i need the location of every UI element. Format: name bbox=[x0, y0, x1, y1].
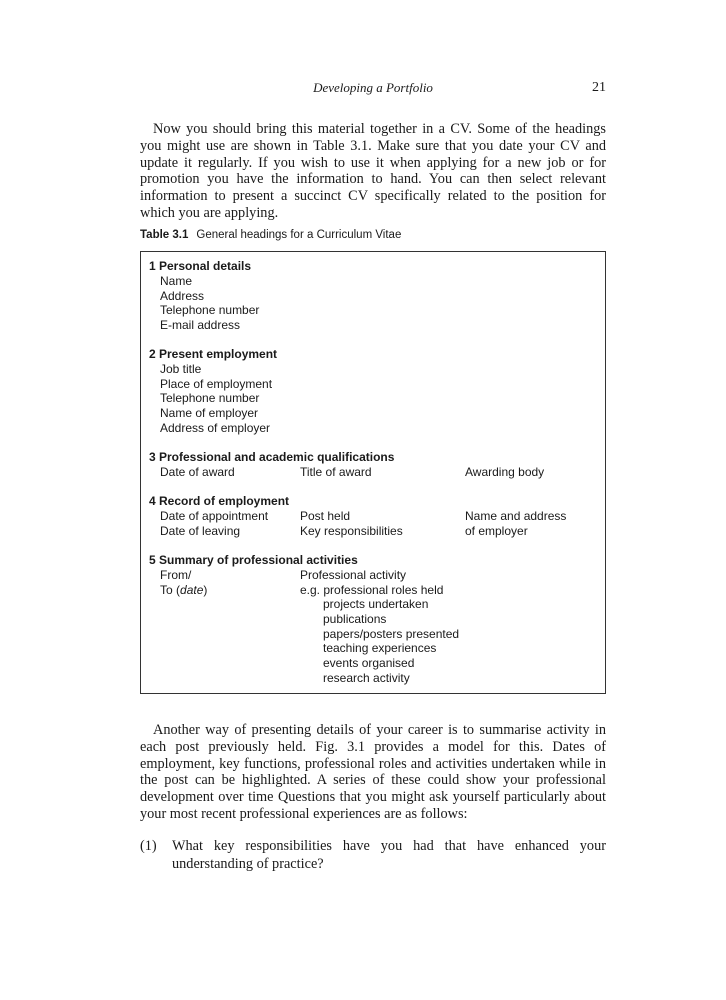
table-item: Key responsibilities bbox=[300, 524, 403, 538]
table-item: publications bbox=[323, 612, 387, 626]
table-item: Title of award bbox=[300, 465, 372, 479]
table-item: Awarding body bbox=[465, 465, 545, 479]
table-item: teaching experiences bbox=[323, 641, 437, 655]
table-item: E-mail address bbox=[160, 318, 241, 332]
table-item: Telephone number bbox=[160, 303, 260, 317]
table-item: events organised bbox=[323, 656, 415, 670]
section-heading-present-employment: 2 Present employment bbox=[149, 347, 278, 361]
table-item: research activity bbox=[323, 671, 410, 685]
page-number: 21 bbox=[592, 80, 606, 95]
to-prefix: To ( bbox=[160, 583, 181, 597]
table-item: Professional activity bbox=[300, 568, 407, 582]
list-item-text: What key responsibilities have you had that have enhanced your understanding of practice? bbox=[172, 838, 606, 872]
table-item: Date of award bbox=[160, 465, 235, 479]
section-heading-record-of-employment: 4 Record of employment bbox=[149, 494, 290, 508]
to-suffix: ) bbox=[203, 583, 208, 597]
section-heading-qualifications: 3 Professional and academic qualifications bbox=[149, 450, 395, 464]
table-item: Name and address bbox=[465, 509, 567, 523]
table-item: Telephone number bbox=[160, 391, 260, 405]
section-heading-professional-activities: 5 Summary of professional activities bbox=[149, 553, 358, 567]
table-item: papers/posters presented bbox=[323, 627, 460, 641]
table-item: Name of employer bbox=[160, 406, 259, 420]
date-italic: date bbox=[180, 583, 204, 597]
table-item: From/ bbox=[160, 568, 192, 582]
paragraph-intro: Now you should bring this material together in a CV. Some of the headings you might use are shown in Table 3.1. Make sure that you date your CV and update it regularly. If you wish to use it when applying for a new job or for promotion you have the information to hand. You can then select relevant information to present a succinct CV specifically related to the position for which you are applying. bbox=[140, 121, 606, 221]
table-item: Place of employment bbox=[160, 377, 273, 391]
table-item: Date of appointment bbox=[160, 509, 269, 523]
table-item: Address of employer bbox=[160, 421, 271, 435]
table-item: projects undertaken bbox=[323, 597, 429, 611]
table-caption-text: General headings for a Curriculum Vitae bbox=[196, 229, 402, 241]
table-item: e.g. professional roles held bbox=[300, 583, 444, 597]
table-item: Address bbox=[160, 289, 205, 303]
running-head bbox=[140, 80, 606, 98]
table-item: Name bbox=[160, 274, 193, 288]
table-item: Date of leaving bbox=[160, 524, 241, 538]
section-heading-personal-details: 1 Personal details bbox=[149, 259, 252, 273]
running-head-title: Developing a Portfolio bbox=[313, 80, 433, 95]
table-item bbox=[160, 583, 207, 597]
table-caption bbox=[140, 229, 401, 241]
table-item: Post held bbox=[300, 509, 351, 523]
table-item: Job title bbox=[160, 362, 202, 376]
paragraph-career: Another way of presenting details of your career is to summarise activity in each post previously held. Fig. 3.1 provides a model for this. Dates of employment, key functions, professional roles and activities undertaken while in the post can be highlighted. A series of these could show your professional development over time Questions that you might ask yourself particularly about your most recent professional experiences are as follows: bbox=[140, 722, 606, 822]
table-item: of employer bbox=[465, 524, 528, 538]
table-label: Table 3.1 bbox=[140, 229, 189, 241]
cv-headings-table bbox=[140, 251, 606, 694]
list-item-number: (1) bbox=[140, 838, 157, 854]
